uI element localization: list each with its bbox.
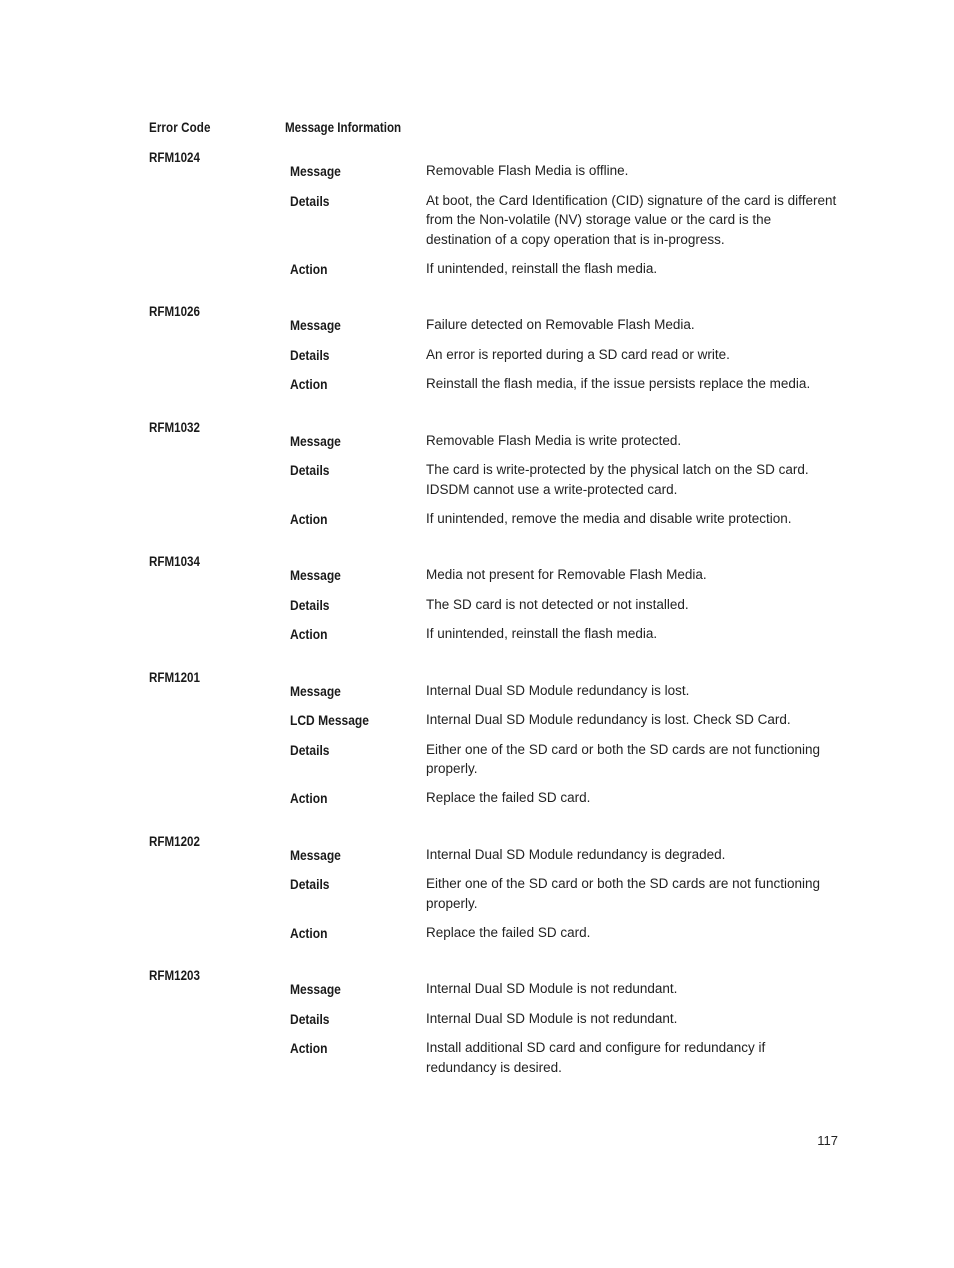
info-text: An error is reported during a SD card read or write.	[426, 346, 730, 362]
info-text: Media not present for Removable Flash Media.	[426, 567, 707, 582]
info-label: Message	[290, 317, 341, 333]
info-label: LCD Message	[290, 712, 369, 728]
info-label: Message	[290, 846, 341, 863]
info-row	[290, 509, 839, 529]
info-row	[290, 161, 839, 181]
info-text: Replace the failed SD card.	[426, 790, 591, 805]
info-text: Removable Flash Media is write protected.	[426, 432, 682, 448]
table-header	[149, 120, 839, 140]
error-entry	[149, 419, 839, 554]
info-row	[290, 1038, 839, 1077]
message-information	[290, 149, 839, 279]
info-row	[290, 259, 839, 279]
info-row	[290, 788, 839, 808]
info-row	[290, 845, 839, 865]
info-label: Action	[290, 376, 328, 392]
info-row	[290, 565, 839, 585]
info-row	[290, 315, 839, 335]
header-error-code: Error Code	[149, 120, 211, 135]
info-text: Internal Dual SD Module is not redundant.	[426, 981, 678, 996]
info-text: At boot, the Card Identification (CID) signature of the card is different from the Non-volatile (NV) storage value or the card is the destination of a copy operation that is in-progress.	[426, 192, 837, 247]
info-row	[290, 923, 839, 943]
info-label: Details	[290, 346, 330, 363]
info-text: Replace the failed SD card.	[426, 924, 591, 940]
error-code: RFM1201	[149, 669, 200, 685]
message-information	[290, 419, 839, 529]
error-code: RFM1202	[149, 833, 200, 849]
info-label: Action	[290, 1040, 328, 1056]
message-information	[290, 303, 839, 394]
error-code: RFM1203	[149, 968, 200, 983]
info-row	[290, 979, 839, 999]
info-row	[290, 874, 839, 913]
header-message-information: Message Information	[285, 120, 402, 135]
info-label: Details	[290, 596, 330, 613]
info-row	[290, 595, 839, 615]
info-text: If unintended, reinstall the flash media.	[426, 626, 658, 641]
info-text: Failure detected on Removable Flash Media.	[426, 317, 695, 332]
info-label: Message	[290, 567, 341, 583]
message-information	[290, 669, 839, 809]
info-label: Action	[290, 924, 328, 941]
info-label: Details	[290, 876, 330, 892]
info-row	[290, 431, 839, 451]
error-entry	[149, 669, 839, 833]
info-label: Action	[290, 510, 328, 527]
info-label: Action	[290, 260, 328, 277]
info-label: Details	[290, 462, 330, 478]
error-entry	[149, 967, 839, 1102]
info-text: Internal Dual SD Module is not redundant.	[426, 1010, 678, 1026]
info-text: Internal Dual SD Module redundancy is degraded.	[426, 846, 726, 862]
info-row	[290, 374, 839, 394]
error-code: RFM1026	[149, 304, 200, 319]
info-text: If unintended, remove the media and disable write protection.	[426, 510, 792, 526]
info-text: The card is write-protected by the physical latch on the SD card. IDSDM cannot use a write-protected card.	[426, 462, 809, 497]
error-entry	[149, 833, 839, 968]
info-row	[290, 681, 839, 701]
error-code: RFM1024	[149, 150, 200, 165]
info-row	[290, 740, 839, 779]
info-row	[290, 624, 839, 644]
info-row	[290, 1009, 839, 1029]
info-label: Message	[290, 981, 341, 997]
message-information	[290, 833, 839, 943]
info-text: Internal Dual SD Module redundancy is lost. Check SD Card.	[426, 712, 791, 727]
message-information	[290, 553, 839, 644]
info-label: Action	[290, 626, 328, 642]
info-text: If unintended, reinstall the flash media.	[426, 260, 658, 276]
info-text: Removable Flash Media is offline.	[426, 163, 629, 178]
info-label: Message	[290, 432, 341, 449]
info-row	[290, 460, 839, 499]
info-text: Install additional SD card and configure for redundancy if redundancy is desired.	[426, 1040, 766, 1075]
info-label: Message	[290, 682, 341, 699]
info-text: Internal Dual SD Module redundancy is lost.	[426, 682, 690, 698]
info-row	[290, 191, 839, 250]
info-text: Either one of the SD card or both the SD cards are not functioning properly.	[426, 741, 820, 776]
info-label: Action	[290, 790, 328, 806]
info-text: Reinstall the flash media, if the issue persists replace the media.	[426, 376, 811, 391]
info-label: Details	[290, 741, 330, 758]
info-label: Details	[290, 1010, 330, 1027]
error-code-list	[149, 149, 839, 1102]
info-label: Details	[290, 192, 330, 209]
error-entry	[149, 303, 839, 419]
page-number: 117	[817, 1133, 838, 1148]
info-row	[290, 710, 839, 730]
info-text: Either one of the SD card or both the SD cards are not functioning properly.	[426, 876, 820, 911]
info-row	[290, 345, 839, 365]
error-code: RFM1032	[149, 419, 200, 435]
info-text: The SD card is not detected or not installed.	[426, 596, 689, 612]
error-entry	[149, 149, 839, 303]
error-entry	[149, 553, 839, 669]
error-code: RFM1034	[149, 554, 200, 569]
info-label: Message	[290, 163, 341, 179]
message-information	[290, 967, 839, 1077]
